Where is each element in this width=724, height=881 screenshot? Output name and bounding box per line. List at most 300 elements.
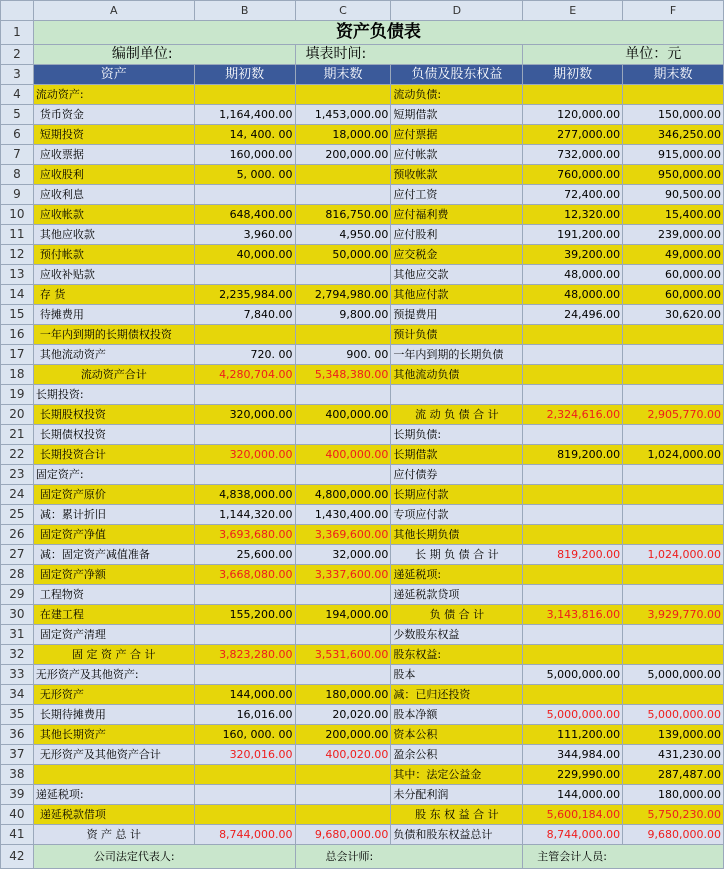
liability-closing-cell[interactable]: 9,680,000.00 (623, 825, 724, 845)
asset-name-cell[interactable]: 短期投资 (33, 125, 194, 145)
asset-name-cell[interactable]: 应收票据 (33, 145, 194, 165)
row-number[interactable]: 16 (1, 325, 34, 345)
liability-opening-cell[interactable]: 39,200.00 (523, 245, 623, 265)
liability-closing-cell[interactable] (623, 465, 724, 485)
asset-opening-cell[interactable] (194, 265, 295, 285)
asset-name-cell[interactable] (33, 765, 194, 785)
asset-name-cell[interactable]: 无形资产及其他资产合计 (33, 745, 194, 765)
asset-opening-cell[interactable]: 160,000.00 (194, 145, 295, 165)
asset-opening-cell[interactable]: 720. 00 (194, 345, 295, 365)
liability-opening-cell[interactable] (523, 565, 623, 585)
liability-opening-cell[interactable] (523, 685, 623, 705)
asset-closing-cell[interactable]: 4,950.00 (295, 225, 391, 245)
asset-closing-cell[interactable] (295, 185, 391, 205)
liability-name-cell[interactable]: 应交税金 (391, 245, 523, 265)
liability-opening-cell[interactable]: 144,000.00 (523, 785, 623, 805)
row-number[interactable]: 33 (1, 665, 34, 685)
liability-opening-cell[interactable]: 8,744,000.00 (523, 825, 623, 845)
liability-opening-cell[interactable] (523, 505, 623, 525)
liability-closing-cell[interactable]: 15,400.00 (623, 205, 724, 225)
asset-name-cell[interactable]: 长期债权投资 (33, 425, 194, 445)
asset-opening-cell[interactable]: 1,144,320.00 (194, 505, 295, 525)
sheet-title[interactable]: 资产负债表 (33, 21, 723, 45)
liability-name-cell[interactable]: 流动负债: (391, 85, 523, 105)
liability-opening-cell[interactable] (523, 645, 623, 665)
row-number[interactable]: 40 (1, 805, 34, 825)
asset-name-cell[interactable]: 一年内到期的长期债权投资 (33, 325, 194, 345)
asset-name-cell[interactable]: 减：固定资产减值准备 (33, 545, 194, 565)
liability-opening-cell[interactable]: 111,200.00 (523, 725, 623, 745)
asset-name-cell[interactable]: 应收股利 (33, 165, 194, 185)
asset-closing-cell[interactable] (295, 385, 391, 405)
liability-closing-cell[interactable] (623, 365, 724, 385)
row-number[interactable]: 10 (1, 205, 34, 225)
asset-opening-cell[interactable]: 8,744,000.00 (194, 825, 295, 845)
liability-closing-cell[interactable]: 5,000,000.00 (623, 665, 724, 685)
header-liabilities-equity[interactable]: 负债及股东权益 (391, 65, 523, 85)
asset-name-cell[interactable]: 减：累计折旧 (33, 505, 194, 525)
liability-closing-cell[interactable]: 5,000,000.00 (623, 705, 724, 725)
asset-opening-cell[interactable] (194, 765, 295, 785)
asset-closing-cell[interactable]: 1,453,000.00 (295, 105, 391, 125)
liability-opening-cell[interactable]: 72,400.00 (523, 185, 623, 205)
asset-opening-cell[interactable]: 14, 400. 00 (194, 125, 295, 145)
liability-name-cell[interactable]: 其他应交款 (391, 265, 523, 285)
liability-opening-cell[interactable]: 819,200.00 (523, 445, 623, 465)
asset-closing-cell[interactable] (295, 785, 391, 805)
liability-name-cell[interactable]: 长期负债: (391, 425, 523, 445)
liability-name-cell[interactable]: 短期借款 (391, 105, 523, 125)
row-number[interactable]: 37 (1, 745, 34, 765)
liability-closing-cell[interactable] (623, 505, 724, 525)
row-number[interactable]: 19 (1, 385, 34, 405)
asset-opening-cell[interactable]: 3,960.00 (194, 225, 295, 245)
liability-name-cell[interactable]: 减：已归还投资 (391, 685, 523, 705)
asset-name-cell[interactable]: 工程物资 (33, 585, 194, 605)
liability-closing-cell[interactable] (623, 585, 724, 605)
asset-closing-cell[interactable] (295, 165, 391, 185)
liability-opening-cell[interactable]: 5,000,000.00 (523, 705, 623, 725)
liability-closing-cell[interactable]: 5,750,230.00 (623, 805, 724, 825)
asset-closing-cell[interactable]: 816,750.00 (295, 205, 391, 225)
table-row (1, 605, 724, 625)
liability-opening-cell[interactable] (523, 85, 623, 105)
row-number[interactable]: 22 (1, 445, 34, 465)
row-number[interactable]: 15 (1, 305, 34, 325)
asset-closing-cell[interactable]: 3,369,600.00 (295, 525, 391, 545)
liability-closing-cell[interactable]: 239,000.00 (623, 225, 724, 245)
liability-opening-cell[interactable]: 2,324,616.00 (523, 405, 623, 425)
liability-name-cell[interactable]: 负债和股东权益总计 (391, 825, 523, 845)
asset-opening-cell[interactable]: 320,000.00 (194, 445, 295, 465)
asset-closing-cell[interactable] (295, 425, 391, 445)
liability-name-cell[interactable]: 应付帐款 (391, 145, 523, 165)
liability-closing-cell[interactable] (623, 325, 724, 345)
liability-opening-cell[interactable]: 819,200.00 (523, 545, 623, 565)
liability-name-cell[interactable]: 应付票据 (391, 125, 523, 145)
liability-name-cell[interactable]: 一年内到期的长期负债 (391, 345, 523, 365)
liability-closing-cell[interactable] (623, 385, 724, 405)
liability-closing-cell[interactable] (623, 525, 724, 545)
liability-closing-cell[interactable]: 950,000.00 (623, 165, 724, 185)
liability-opening-cell[interactable] (523, 365, 623, 385)
liability-closing-cell[interactable] (623, 425, 724, 445)
asset-name-cell[interactable]: 在建工程 (33, 605, 194, 625)
column-header-d[interactable]: D (391, 1, 523, 21)
title-row (1, 21, 724, 45)
liability-closing-cell[interactable]: 2,905,770.00 (623, 405, 724, 425)
legal-representative-label[interactable]: 公司法定代表人: (33, 845, 295, 869)
asset-closing-cell[interactable]: 3,531,600.00 (295, 645, 391, 665)
table-row (1, 765, 724, 785)
asset-closing-cell[interactable]: 400,000.00 (295, 405, 391, 425)
asset-opening-cell[interactable] (194, 625, 295, 645)
asset-closing-cell[interactable]: 200,000.00 (295, 145, 391, 165)
row-number[interactable]: 6 (1, 125, 34, 145)
asset-opening-cell[interactable]: 3,668,080.00 (194, 565, 295, 585)
liability-name-cell[interactable] (391, 385, 523, 405)
row-number[interactable]: 23 (1, 465, 34, 485)
asset-closing-cell[interactable] (295, 665, 391, 685)
table-row (1, 625, 724, 645)
asset-opening-cell[interactable]: 320,016.00 (194, 745, 295, 765)
asset-opening-cell[interactable]: 5, 000. 00 (194, 165, 295, 185)
liability-opening-cell[interactable]: 5,600,184.00 (523, 805, 623, 825)
asset-closing-cell[interactable]: 400,020.00 (295, 745, 391, 765)
asset-name-cell[interactable]: 无形资产 (33, 685, 194, 705)
liability-opening-cell[interactable]: 3,143,816.00 (523, 605, 623, 625)
liability-opening-cell[interactable] (523, 465, 623, 485)
row-number[interactable]: 8 (1, 165, 34, 185)
asset-opening-cell[interactable] (194, 325, 295, 345)
liability-name-cell[interactable]: 流 动 负 债 合 计 (391, 405, 523, 425)
liability-opening-cell[interactable]: 760,000.00 (523, 165, 623, 185)
row-number[interactable]: 26 (1, 525, 34, 545)
currency-unit-label[interactable]: 单位：元 (523, 45, 724, 65)
liability-closing-cell[interactable] (623, 685, 724, 705)
row-number[interactable]: 24 (1, 485, 34, 505)
asset-opening-cell[interactable]: 320,000.00 (194, 405, 295, 425)
asset-opening-cell[interactable] (194, 185, 295, 205)
asset-opening-cell[interactable] (194, 805, 295, 825)
liability-name-cell[interactable]: 预计负债 (391, 325, 523, 345)
liability-opening-cell[interactable] (523, 585, 623, 605)
row-number[interactable]: 11 (1, 225, 34, 245)
asset-closing-cell[interactable]: 2,794,980.00 (295, 285, 391, 305)
liability-name-cell[interactable]: 股本净额 (391, 705, 523, 725)
asset-name-cell[interactable]: 资 产 总 计 (33, 825, 194, 845)
row-number[interactable]: 14 (1, 285, 34, 305)
liability-closing-cell[interactable] (623, 345, 724, 365)
asset-closing-cell[interactable]: 194,000.00 (295, 605, 391, 625)
asset-closing-cell[interactable] (295, 765, 391, 785)
asset-name-cell[interactable]: 预付帐款 (33, 245, 194, 265)
asset-name-cell[interactable]: 固 定 资 产 合 计 (33, 645, 194, 665)
row-number[interactable]: 27 (1, 545, 34, 565)
row-number[interactable]: 5 (1, 105, 34, 125)
liability-name-cell[interactable]: 其中：法定公益金 (391, 765, 523, 785)
asset-name-cell[interactable]: 应收帐款 (33, 205, 194, 225)
asset-opening-cell[interactable]: 4,280,704.00 (194, 365, 295, 385)
liability-name-cell[interactable]: 股东权益: (391, 645, 523, 665)
asset-closing-cell[interactable] (295, 265, 391, 285)
asset-opening-cell[interactable]: 4,838,000.00 (194, 485, 295, 505)
liability-closing-cell[interactable] (623, 85, 724, 105)
asset-closing-cell[interactable] (295, 585, 391, 605)
liability-opening-cell[interactable]: 120,000.00 (523, 105, 623, 125)
asset-closing-cell[interactable]: 1,430,400.00 (295, 505, 391, 525)
asset-opening-cell[interactable]: 2,235,984.00 (194, 285, 295, 305)
row-number[interactable]: 31 (1, 625, 34, 645)
liability-opening-cell[interactable] (523, 345, 623, 365)
liability-opening-cell[interactable]: 48,000.00 (523, 285, 623, 305)
table-row (1, 725, 724, 745)
asset-closing-cell[interactable]: 200,000.00 (295, 725, 391, 745)
asset-opening-cell[interactable]: 1,164,400.00 (194, 105, 295, 125)
liability-name-cell[interactable]: 股 东 权 益 合 计 (391, 805, 523, 825)
liability-name-cell[interactable]: 预提费用 (391, 305, 523, 325)
fill-time-label[interactable]: 填表时间: (295, 45, 523, 65)
liability-opening-cell[interactable]: 191,200.00 (523, 225, 623, 245)
row-number[interactable]: 3 (1, 65, 34, 85)
liability-name-cell[interactable]: 递延税项: (391, 565, 523, 585)
row-number[interactable]: 25 (1, 505, 34, 525)
liability-name-cell[interactable]: 应付工资 (391, 185, 523, 205)
header-opening-assets[interactable]: 期初数 (194, 65, 295, 85)
liability-name-cell[interactable]: 长 期 负 债 合 计 (391, 545, 523, 565)
asset-name-cell[interactable]: 固定资产净额 (33, 565, 194, 585)
liability-opening-cell[interactable]: 732,000.00 (523, 145, 623, 165)
asset-closing-cell[interactable]: 50,000.00 (295, 245, 391, 265)
asset-closing-cell[interactable]: 900. 00 (295, 345, 391, 365)
row-number[interactable]: 12 (1, 245, 34, 265)
asset-name-cell[interactable]: 流动资产合计 (33, 365, 194, 385)
asset-name-cell[interactable]: 固定资产净值 (33, 525, 194, 545)
column-header-f[interactable]: F (623, 1, 724, 21)
header-assets[interactable]: 资产 (33, 65, 194, 85)
liability-name-cell[interactable]: 未分配利润 (391, 785, 523, 805)
liability-name-cell[interactable]: 预收帐款 (391, 165, 523, 185)
liability-name-cell[interactable]: 递延税款贷项 (391, 585, 523, 605)
liability-opening-cell[interactable]: 277,000.00 (523, 125, 623, 145)
row-number[interactable]: 4 (1, 85, 34, 105)
row-number[interactable]: 34 (1, 685, 34, 705)
row-number[interactable]: 38 (1, 765, 34, 785)
table-row (1, 425, 724, 445)
liability-name-cell[interactable]: 专项应付款 (391, 505, 523, 525)
column-header-c[interactable]: C (295, 1, 391, 21)
asset-closing-cell[interactable]: 180,000.00 (295, 685, 391, 705)
row-number[interactable]: 17 (1, 345, 34, 365)
asset-closing-cell[interactable] (295, 465, 391, 485)
asset-opening-cell[interactable]: 25,600.00 (194, 545, 295, 565)
liability-closing-cell[interactable]: 139,000.00 (623, 725, 724, 745)
liability-closing-cell[interactable]: 915,000.00 (623, 145, 724, 165)
column-header-e[interactable]: E (523, 1, 623, 21)
table-row (1, 305, 724, 325)
asset-opening-cell[interactable] (194, 85, 295, 105)
row-number[interactable]: 1 (1, 21, 34, 45)
asset-name-cell[interactable]: 固定资产清理 (33, 625, 194, 645)
row-number[interactable]: 21 (1, 425, 34, 445)
liability-closing-cell[interactable]: 346,250.00 (623, 125, 724, 145)
asset-opening-cell[interactable]: 40,000.00 (194, 245, 295, 265)
liability-opening-cell[interactable] (523, 525, 623, 545)
row-number[interactable]: 36 (1, 725, 34, 745)
liability-name-cell[interactable]: 长期借款 (391, 445, 523, 465)
liability-opening-cell[interactable]: 229,990.00 (523, 765, 623, 785)
liability-name-cell[interactable]: 其他流动负债 (391, 365, 523, 385)
asset-name-cell[interactable]: 长期投资: (33, 385, 194, 405)
asset-name-cell[interactable]: 长期股权投资 (33, 405, 194, 425)
row-number[interactable]: 41 (1, 825, 34, 845)
liability-opening-cell[interactable] (523, 385, 623, 405)
row-number[interactable]: 9 (1, 185, 34, 205)
asset-name-cell[interactable]: 货币资金 (33, 105, 194, 125)
asset-closing-cell[interactable]: 3,337,600.00 (295, 565, 391, 585)
asset-closing-cell[interactable] (295, 625, 391, 645)
liability-closing-cell[interactable]: 180,000.00 (623, 785, 724, 805)
row-number[interactable]: 35 (1, 705, 34, 725)
table-row (1, 385, 724, 405)
asset-name-cell[interactable]: 无形资产及其他资产: (33, 665, 194, 685)
liability-name-cell[interactable]: 其他长期负债 (391, 525, 523, 545)
row-number[interactable]: 28 (1, 565, 34, 585)
liability-closing-cell[interactable]: 1,024,000.00 (623, 545, 724, 565)
liability-name-cell[interactable]: 应付股利 (391, 225, 523, 245)
row-number[interactable]: 7 (1, 145, 34, 165)
liability-closing-cell[interactable] (623, 645, 724, 665)
header-opening-liabilities[interactable]: 期初数 (523, 65, 623, 85)
asset-name-cell[interactable]: 递延税款借项 (33, 805, 194, 825)
asset-opening-cell[interactable]: 155,200.00 (194, 605, 295, 625)
asset-name-cell[interactable]: 递延税项: (33, 785, 194, 805)
row-number[interactable]: 29 (1, 585, 34, 605)
asset-opening-cell[interactable]: 3,823,280.00 (194, 645, 295, 665)
liability-opening-cell[interactable] (523, 325, 623, 345)
liability-name-cell[interactable]: 应付福利费 (391, 205, 523, 225)
asset-opening-cell[interactable]: 144,000.00 (194, 685, 295, 705)
asset-closing-cell[interactable] (295, 325, 391, 345)
liability-name-cell[interactable]: 盈余公积 (391, 745, 523, 765)
liability-closing-cell[interactable]: 287,487.00 (623, 765, 724, 785)
asset-closing-cell[interactable]: 18,000.00 (295, 125, 391, 145)
chief-accountant-label[interactable]: 总会计师: (295, 845, 523, 869)
asset-closing-cell[interactable]: 4,800,000.00 (295, 485, 391, 505)
select-all-corner[interactable] (1, 1, 34, 21)
asset-opening-cell[interactable]: 7,840.00 (194, 305, 295, 325)
liability-opening-cell[interactable] (523, 625, 623, 645)
liability-closing-cell[interactable]: 150,000.00 (623, 105, 724, 125)
liability-closing-cell[interactable]: 1,024,000.00 (623, 445, 724, 465)
asset-opening-cell[interactable]: 3,693,680.00 (194, 525, 295, 545)
row-number[interactable]: 13 (1, 265, 34, 285)
table-row (1, 685, 724, 705)
asset-name-cell[interactable]: 应收补贴款 (33, 265, 194, 285)
asset-name-cell[interactable]: 存 货 (33, 285, 194, 305)
asset-opening-cell[interactable] (194, 785, 295, 805)
row-number[interactable]: 39 (1, 785, 34, 805)
asset-opening-cell[interactable] (194, 385, 295, 405)
asset-closing-cell[interactable] (295, 85, 391, 105)
liability-opening-cell[interactable]: 344,984.00 (523, 745, 623, 765)
row-number[interactable]: 18 (1, 365, 34, 385)
liability-name-cell[interactable]: 长期应付款 (391, 485, 523, 505)
compiling-unit-label[interactable]: 编制单位: (33, 45, 295, 65)
asset-name-cell[interactable]: 其他长期资产 (33, 725, 194, 745)
accounting-head-label[interactable]: 主管会计人员: (523, 845, 724, 869)
liability-closing-cell[interactable]: 49,000.00 (623, 245, 724, 265)
liability-opening-cell[interactable]: 24,496.00 (523, 305, 623, 325)
asset-opening-cell[interactable] (194, 665, 295, 685)
asset-name-cell[interactable]: 长期待摊费用 (33, 705, 194, 725)
liability-closing-cell[interactable] (623, 485, 724, 505)
header-closing-assets[interactable]: 期末数 (295, 65, 391, 85)
asset-opening-cell[interactable]: 648,400.00 (194, 205, 295, 225)
asset-name-cell[interactable]: 流动资产: (33, 85, 194, 105)
liability-name-cell[interactable]: 其他应付款 (391, 285, 523, 305)
asset-name-cell[interactable]: 应收利息 (33, 185, 194, 205)
asset-opening-cell[interactable] (194, 585, 295, 605)
table-row (1, 205, 724, 225)
row-number[interactable]: 2 (1, 45, 34, 65)
asset-closing-cell[interactable] (295, 805, 391, 825)
asset-name-cell[interactable]: 其他流动资产 (33, 345, 194, 365)
asset-closing-cell[interactable]: 9,680,000.00 (295, 825, 391, 845)
liability-name-cell[interactable]: 资本公积 (391, 725, 523, 745)
liability-closing-cell[interactable]: 90,500.00 (623, 185, 724, 205)
asset-closing-cell[interactable]: 9,800.00 (295, 305, 391, 325)
row-number[interactable]: 32 (1, 645, 34, 665)
liability-closing-cell[interactable]: 60,000.00 (623, 265, 724, 285)
liability-closing-cell[interactable]: 30,620.00 (623, 305, 724, 325)
liability-opening-cell[interactable] (523, 485, 623, 505)
liability-closing-cell[interactable]: 431,230.00 (623, 745, 724, 765)
row-number[interactable]: 42 (1, 845, 34, 869)
liability-closing-cell[interactable]: 60,000.00 (623, 285, 724, 305)
asset-name-cell[interactable]: 固定资产原价 (33, 485, 194, 505)
asset-opening-cell[interactable] (194, 425, 295, 445)
asset-closing-cell[interactable]: 400,000.00 (295, 445, 391, 465)
asset-closing-cell[interactable]: 5,348,380.00 (295, 365, 391, 385)
liability-closing-cell[interactable]: 3,929,770.00 (623, 605, 724, 625)
asset-opening-cell[interactable]: 16,016.00 (194, 705, 295, 725)
liability-opening-cell[interactable] (523, 425, 623, 445)
liability-name-cell[interactable]: 应付债券 (391, 465, 523, 485)
liability-opening-cell[interactable]: 12,320.00 (523, 205, 623, 225)
asset-name-cell[interactable]: 其他应收款 (33, 225, 194, 245)
asset-name-cell[interactable]: 待摊费用 (33, 305, 194, 325)
asset-opening-cell[interactable] (194, 465, 295, 485)
liability-name-cell[interactable]: 股本 (391, 665, 523, 685)
asset-opening-cell[interactable]: 160, 000. 00 (194, 725, 295, 745)
liability-closing-cell[interactable] (623, 625, 724, 645)
row-number[interactable]: 20 (1, 405, 34, 425)
row-number[interactable]: 30 (1, 605, 34, 625)
column-header-a[interactable]: A (33, 1, 194, 21)
asset-name-cell[interactable]: 长期投资合计 (33, 445, 194, 465)
liability-opening-cell[interactable]: 5,000,000.00 (523, 665, 623, 685)
liability-name-cell[interactable]: 少数股东权益 (391, 625, 523, 645)
asset-closing-cell[interactable]: 20,020.00 (295, 705, 391, 725)
header-closing-liabilities[interactable]: 期末数 (623, 65, 724, 85)
liability-closing-cell[interactable] (623, 565, 724, 585)
liability-name-cell[interactable]: 负 债 合 计 (391, 605, 523, 625)
liability-opening-cell[interactable]: 48,000.00 (523, 265, 623, 285)
asset-name-cell[interactable]: 固定资产: (33, 465, 194, 485)
asset-closing-cell[interactable]: 32,000.00 (295, 545, 391, 565)
column-header-b[interactable]: B (194, 1, 295, 21)
